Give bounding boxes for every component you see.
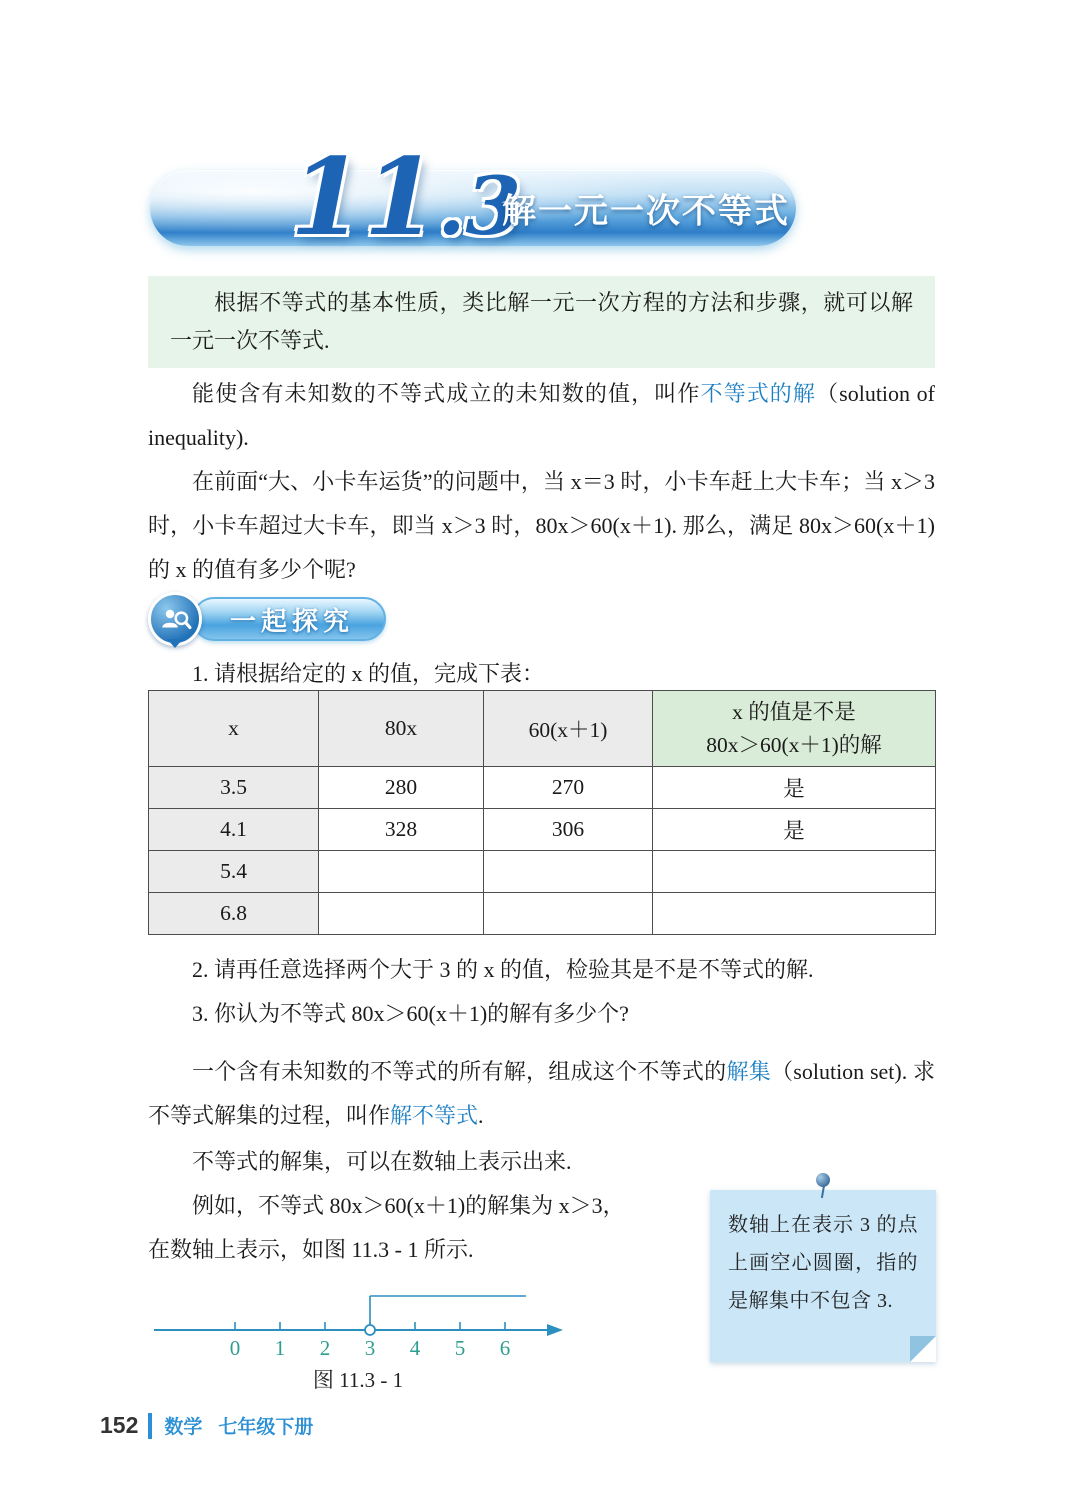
col-header-is-solution xyxy=(653,691,936,767)
page-footer xyxy=(100,1412,313,1439)
footer-volume: 七年级下册 xyxy=(218,1417,314,1438)
example-line-2: 在数轴上表示，如图 11.3 - 1 所示. xyxy=(148,1237,474,1262)
number-line-label: 0 xyxy=(229,1336,241,1360)
table-header-row xyxy=(149,691,936,767)
number-line-label: 2 xyxy=(319,1336,331,1360)
number-line-label: 3 xyxy=(364,1336,376,1360)
p1-text-post: （solution of inequality). xyxy=(148,381,935,450)
p3-seg3: . xyxy=(478,1103,484,1128)
cell-80x-value xyxy=(319,893,484,935)
cell-is-solution xyxy=(653,893,936,935)
explore-item-2: 2. 请再任意选择两个大于 3 的 x 的值，检验其是不是不等式的解. xyxy=(192,957,814,982)
explore-header xyxy=(148,592,386,646)
cell-80x-value xyxy=(319,851,484,893)
section-number-main: 11 xyxy=(290,134,438,259)
col-header-is-solution-line2: 80x＞60(x＋1)的解 xyxy=(706,732,882,757)
cell-is-solution: 是 xyxy=(653,767,936,809)
paragraph-numberline-intro: 不等式的解集，可以在数轴上表示出来. xyxy=(192,1149,572,1174)
cell-is-solution: 是 xyxy=(653,809,936,851)
section-number xyxy=(290,134,522,259)
sticky-note-text: 数轴上在表示 3 的点上画空心圆圈，指的是解集中不包含 3. xyxy=(728,1214,918,1312)
intro-text: 根据不等式的基本性质，类比解一元一次方程的方法和步骤，就可以解一元一次不等式. xyxy=(170,290,913,353)
number-line-label: 6 xyxy=(499,1336,511,1360)
cell-x-value: 4.1 xyxy=(149,809,319,851)
col-header-60x1: 60(x＋1) xyxy=(484,691,653,767)
cell-is-solution xyxy=(653,851,936,893)
number-line-label: 4 xyxy=(409,1336,421,1360)
example-line-1: 例如，不等式 80x＞60(x＋1)的解集为 x＞3， xyxy=(192,1193,625,1218)
number-line-labels xyxy=(230,1336,511,1360)
page-number: 152 xyxy=(100,1412,139,1438)
footer-divider xyxy=(148,1413,152,1439)
section-number-decimal: .3 xyxy=(437,159,522,253)
number-line-label: 5 xyxy=(454,1336,466,1360)
cell-x-value: 6.8 xyxy=(149,893,319,935)
explore-item-3: 3. 你认为不等式 80x＞60(x＋1)的解有多少个? xyxy=(192,1001,629,1026)
section-banner xyxy=(150,134,796,259)
table-row xyxy=(149,809,936,851)
numberline-figure-block xyxy=(148,1184,708,1394)
table-row xyxy=(149,767,936,809)
axis-arrowhead-icon xyxy=(547,1324,563,1336)
cell-80x-value: 280 xyxy=(319,767,484,809)
pushpin-icon xyxy=(816,1173,830,1187)
p1-text-pre: 能使含有未知数的不等式成立的未知数的值，叫作 xyxy=(192,381,701,406)
cell-80x-value: 328 xyxy=(319,809,484,851)
practice-table xyxy=(148,690,936,935)
paragraph-solution-set-definition xyxy=(148,1050,935,1138)
magnifier-person-icon xyxy=(148,592,202,646)
paragraph-truck-problem: 在前面“大、小卡车运货”的问题中，当 x＝3 时，小卡车赶上大卡车；当 x＞3 时，小卡车超过大卡车，即当 x＞3 时，80x＞60(x＋1). 那么，满足 80x＞60(x＋1)的 x 的值有多少个呢? xyxy=(148,469,935,582)
col-header-80x: 80x xyxy=(319,691,484,767)
cell-60x1-value xyxy=(484,893,653,935)
p3-term-solve-inequality: 解不等式 xyxy=(390,1103,479,1128)
cell-60x1-value xyxy=(484,851,653,893)
paragraph-solution-definition xyxy=(148,372,935,460)
p3-term-solution-set: 解集 xyxy=(726,1059,772,1084)
col-header-is-solution-line1: x 的值是不是 xyxy=(732,699,856,724)
open-circle-at-3 xyxy=(365,1325,375,1335)
sticky-note xyxy=(710,1190,936,1362)
p3-seg1: 一个含有未知数的不等式的所有解，组成这个不等式的 xyxy=(192,1059,727,1084)
cell-x-value: 3.5 xyxy=(149,767,319,809)
col-header-x: x xyxy=(149,691,319,767)
footer-subject: 数学 xyxy=(164,1417,203,1438)
table-row xyxy=(149,851,936,893)
figure-caption: 图 11.3 - 1 xyxy=(312,1368,404,1392)
explore-item-1: 1. 请根据给定的 x 的值，完成下表： xyxy=(192,661,545,686)
cell-x-value: 5.4 xyxy=(149,851,319,893)
cell-60x1-value: 306 xyxy=(484,809,653,851)
number-line-figure xyxy=(148,1282,588,1362)
intro-box xyxy=(148,276,935,368)
section-title: 解一元一次不等式 xyxy=(502,192,790,231)
explore-badge: 一起探究 xyxy=(192,597,386,641)
cell-60x1-value: 270 xyxy=(484,767,653,809)
table-row xyxy=(149,893,936,935)
p1-term-solution: 不等式的解 xyxy=(700,381,817,406)
number-line-label: 1 xyxy=(274,1336,286,1360)
p3-seg2: （solution set). 求不等式解集的过程，叫作 xyxy=(148,1059,935,1128)
magnifier-person-glyph xyxy=(158,602,192,636)
